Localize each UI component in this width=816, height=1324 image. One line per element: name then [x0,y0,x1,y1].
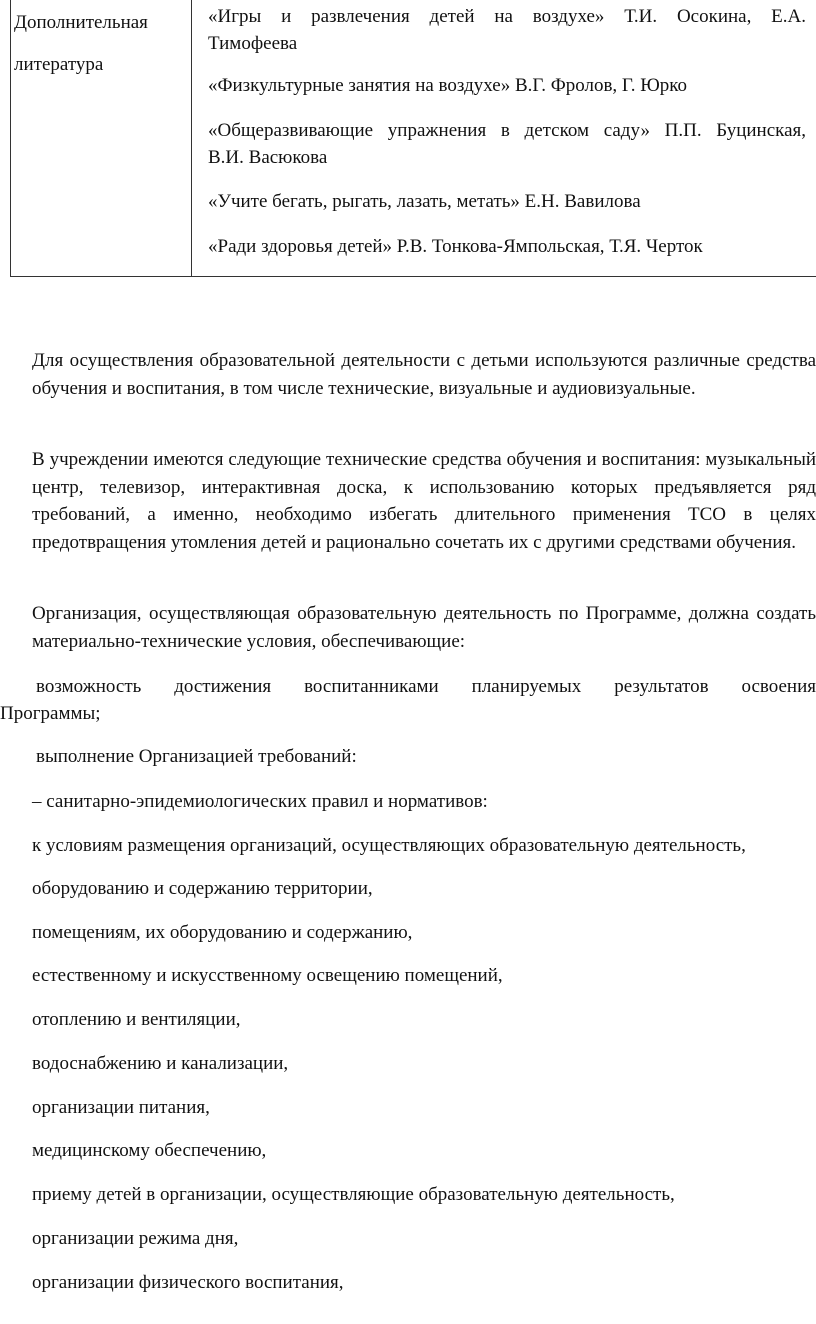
literature-item-1-line-2: Тимофеева [208,33,298,54]
literature-item-2 [208,72,806,99]
literature-item-5 [208,233,806,260]
table-column-divider [191,0,192,276]
paragraph-organization-conditions: Организация, осуществляющая образовательную деятельность по Программе, должна создать материально-технические условия, обеспечивающие: [32,603,816,652]
requirement-item: организации режима дня, [32,1228,239,1249]
literature-item-3-line-2: В.И. Васюкова [208,147,328,168]
literature-item-2-line-1: «Физкультурные занятия на воздухе» В.Г. Фролов, Г. Юрко [208,75,688,96]
literature-item-3 [208,117,806,144]
paragraph-technical-means: В учреждении имеются следующие технические средства обучения и воспитания: музыкальный центр, телевизор, интерактивная доска, к использованию которых предъявляется ряд требований, а именно, необходимо избегать длительного применения ТСО в целях предотвращения утомления детей и рационально сочетать их с другими средствами обучения. [32,449,816,553]
requirement-item: помещениям, их оборудованию и содержанию, [32,922,413,943]
requirement-item: водоснабжению и канализации, [32,1053,289,1074]
literature-item-4 [208,188,806,215]
table-label-cell [14,2,174,86]
paragraph-requirements-intro: выполнение Организацией требований: [36,746,357,767]
literature-item-4-line-1: «Учите бегать, рыгать, лазать, метать» Е.Н. Вавилова [208,191,641,212]
table-label-line-1: Дополнительная [14,12,148,33]
requirement-item: медицинскому обеспечению, [32,1140,267,1161]
requirement-item: организации физического воспитания, [32,1272,344,1293]
paragraph-sanitary-rules: – санитарно-эпидемиологических правил и нормативов: [32,791,488,812]
literature-item-5-line-1: «Ради здоровья детей» Р.В. Тонкова-Ямпольская, Т.Я. Черток [208,236,703,257]
table-label-line-2: литература [14,54,104,75]
paragraph-achievement-line-1: возможность достижения воспитанниками планируемых результатов освоения [36,676,816,697]
requirement-item: отоплению и вентиляции, [32,1009,241,1030]
literature-item-1-line-1: «Игры и развлечения детей на воздухе» Т.И. Осокина, Е.А. [208,6,806,27]
requirement-item: приему детей в организации, осуществляющие образовательную деятельность, [32,1184,675,1205]
literature-item-3-line-1: «Общеразвивающие упражнения в детском саду» П.П. Буцинская, [208,120,806,141]
requirement-item: естественному и искусственному освещению помещений, [32,965,503,986]
literature-item-3-continued [208,144,806,171]
literature-item-1-continued [208,30,806,57]
requirement-item: организации питания, [32,1097,210,1118]
paragraph-teaching-aids: Для осуществления образовательной деятельности с детьми используются различные средства обучения и воспитания, в том числе технические, визуальные и аудиовизуальные. [32,350,816,399]
requirement-item: к условиям размещения организаций, осуществляющих образовательную деятельность, [32,835,746,856]
paragraph-achievement-line-2: Программы; [0,703,101,724]
literature-item-1 [208,3,806,30]
requirement-item: оборудованию и содержанию территории, [32,878,373,899]
